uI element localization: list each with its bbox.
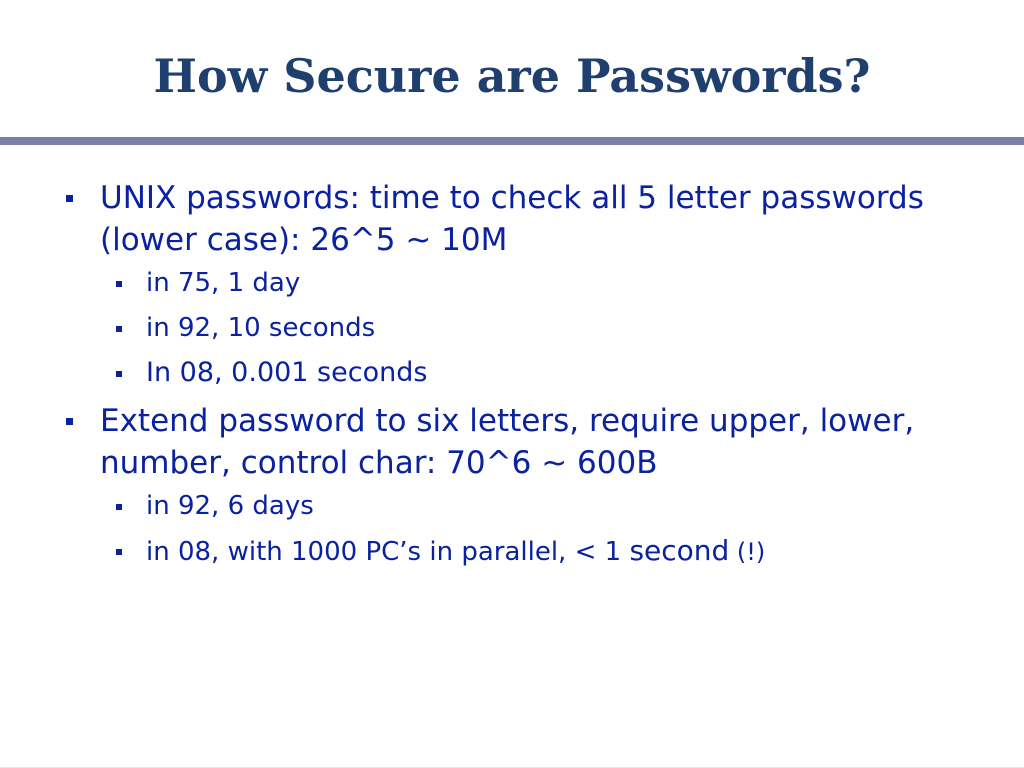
sub-bullet-suffix: (!) [729,538,766,566]
sub-bullet-item: In 08, 0.001 seconds [100,355,962,391]
bullet-item [62,177,962,391]
sub-bullet-item [100,533,962,570]
bullet-text: Extend password to six letters, require upper, lower, number, control char: 70^6 ~ 600B [100,403,915,481]
bullet-text: UNIX passwords: time to check all 5 letter passwords (lower case): 26^5 ~ 10M [100,180,924,258]
sub-bullet-text: in 08, with 1000 PC’s in parallel, < 1 [146,537,630,567]
sub-bullet-emphasis: second [629,534,730,567]
slide-title: How Secure are Passwords? [153,49,871,103]
sub-bullet-list [100,265,962,391]
title-divider [0,137,1024,145]
sub-bullet-item: in 92, 10 seconds [100,310,962,346]
bullet-list [62,177,962,570]
bullet-item [62,400,962,570]
slide-body [62,177,962,579]
sub-bullet-item: in 92, 6 days [100,488,962,524]
sub-bullet-list [100,488,962,570]
sub-bullet-item: in 75, 1 day [100,265,962,301]
